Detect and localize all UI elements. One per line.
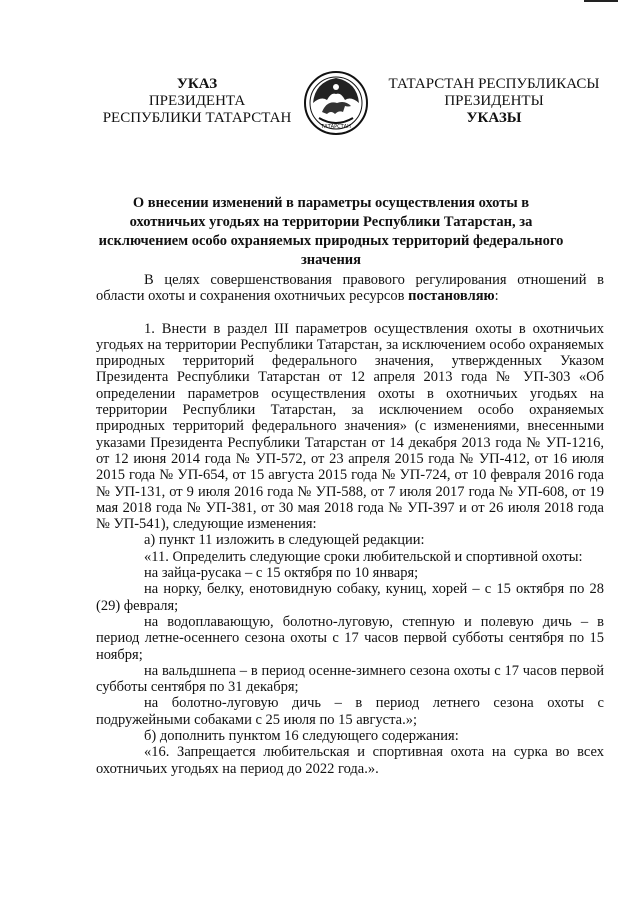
header-right	[384, 76, 604, 127]
svg-text:ТАТАРСТАН: ТАТАРСТАН	[321, 124, 351, 130]
paragraph-marsh-game: на болотно-луговую дичь – в период летнего сезона охоты с подружейными собаками с 25 июля по 15 августа.»;	[96, 695, 604, 728]
header-left-line-3: РЕСПУБЛИКИ ТАТАРСТАН	[102, 110, 292, 126]
document-body	[96, 272, 604, 777]
intro-end: :	[494, 288, 499, 305]
intro-paragraph	[96, 272, 604, 305]
intro-bold-word: постановляю	[408, 288, 495, 305]
header-left-line-2: ПРЕЗИДЕНТА	[148, 93, 246, 109]
header-right-line-3: УКАЗЫ	[466, 110, 522, 126]
header-left	[92, 76, 302, 127]
paragraph-subitem-b: б) дополнить пунктом 16 следующего содержания:	[144, 728, 459, 745]
emblem-of-tatarstan-icon	[301, 70, 371, 136]
paragraph-hare: на зайца-русака – с 15 октября по 10 января;	[144, 565, 419, 582]
paragraph-subitem-a: а) пункт 11 изложить в следующей редакции:	[144, 532, 425, 549]
document-title: О внесении изменений в параметры осуществления охоты в охотничьих угодьях на территории Республики Татарстан, за исключением особо охраняемых природных территорий федерального значения	[98, 195, 564, 268]
paragraph-item-1: 1. Внести в раздел III параметров осуществления охоты в охотничьих угодьях на территории Республики Татарстан, за исключением особо охраняемых природных территорий федерального значения, утвержденных Указом Президента Республики Татарстан от 12 апреля 2013 года № УП-303 «Об определении параметров осуществления охоты в охотничьих угодьях на территории Республики Татарстан, за исключением особо охраняемых природных территорий федерального значения» (с изменениями, внесенными указами Президента Республики Татарстан от 14 декабря 2013 года № УП-1216, от 12 июня 2014 года № УП-572, от 23 апреля 2015 года № УП-412, от 16 июля 2015 года № УП-654, от 15 августа 2015 года № УП-724, от 10 февраля 2016 года № УП-131, от 9 июля 2016 года № УП-588, от 7 июля 2017 года № УП-608, от 19 мая 2018 года № УП-381, от 30 мая 2018 года № УП-397 и от 26 июля 2018 года № УП-541), следующие изменения:	[96, 320, 604, 533]
header-left-line-1: УКАЗ	[176, 76, 218, 92]
paragraph-fur-animals: на норку, белку, енотовидную собаку, куниц, хорей – с 15 октября по 28 (29) февраля;	[96, 581, 604, 614]
paragraph-point-11: «11. Определить следующие сроки любительской и спортивной охоты:	[144, 548, 583, 565]
intro-text: В целях совершенствования правового регулирования отношений в области охоты и сохранения охотничьих ресурсов	[96, 272, 604, 305]
paragraph-point-16: «16. Запрещается любительская и спортивная охота на сурка во всех охотничьих угодьях на период до 2022 года.».	[96, 744, 604, 777]
header-right-line-1: ТАТАРСТАН РЕСПУБЛИКАСЫ	[388, 76, 600, 92]
header-right-line-2: ПРЕЗИДЕНТЫ	[444, 93, 544, 109]
paragraph-woodcock: на вальдшнепа – в период осенне-зимнего сезона охоты с 17 часов первой субботы сентября по 31 декабря;	[96, 662, 604, 696]
paragraph-waterfowl: на водоплавающую, болотно-луговую, степную и полевую дичь – в период летне-осеннего сезона охоты с 17 часов первой субботы сентября по 15 ноября;	[96, 613, 604, 663]
scan-mark	[584, 0, 618, 2]
document-header	[0, 70, 640, 140]
